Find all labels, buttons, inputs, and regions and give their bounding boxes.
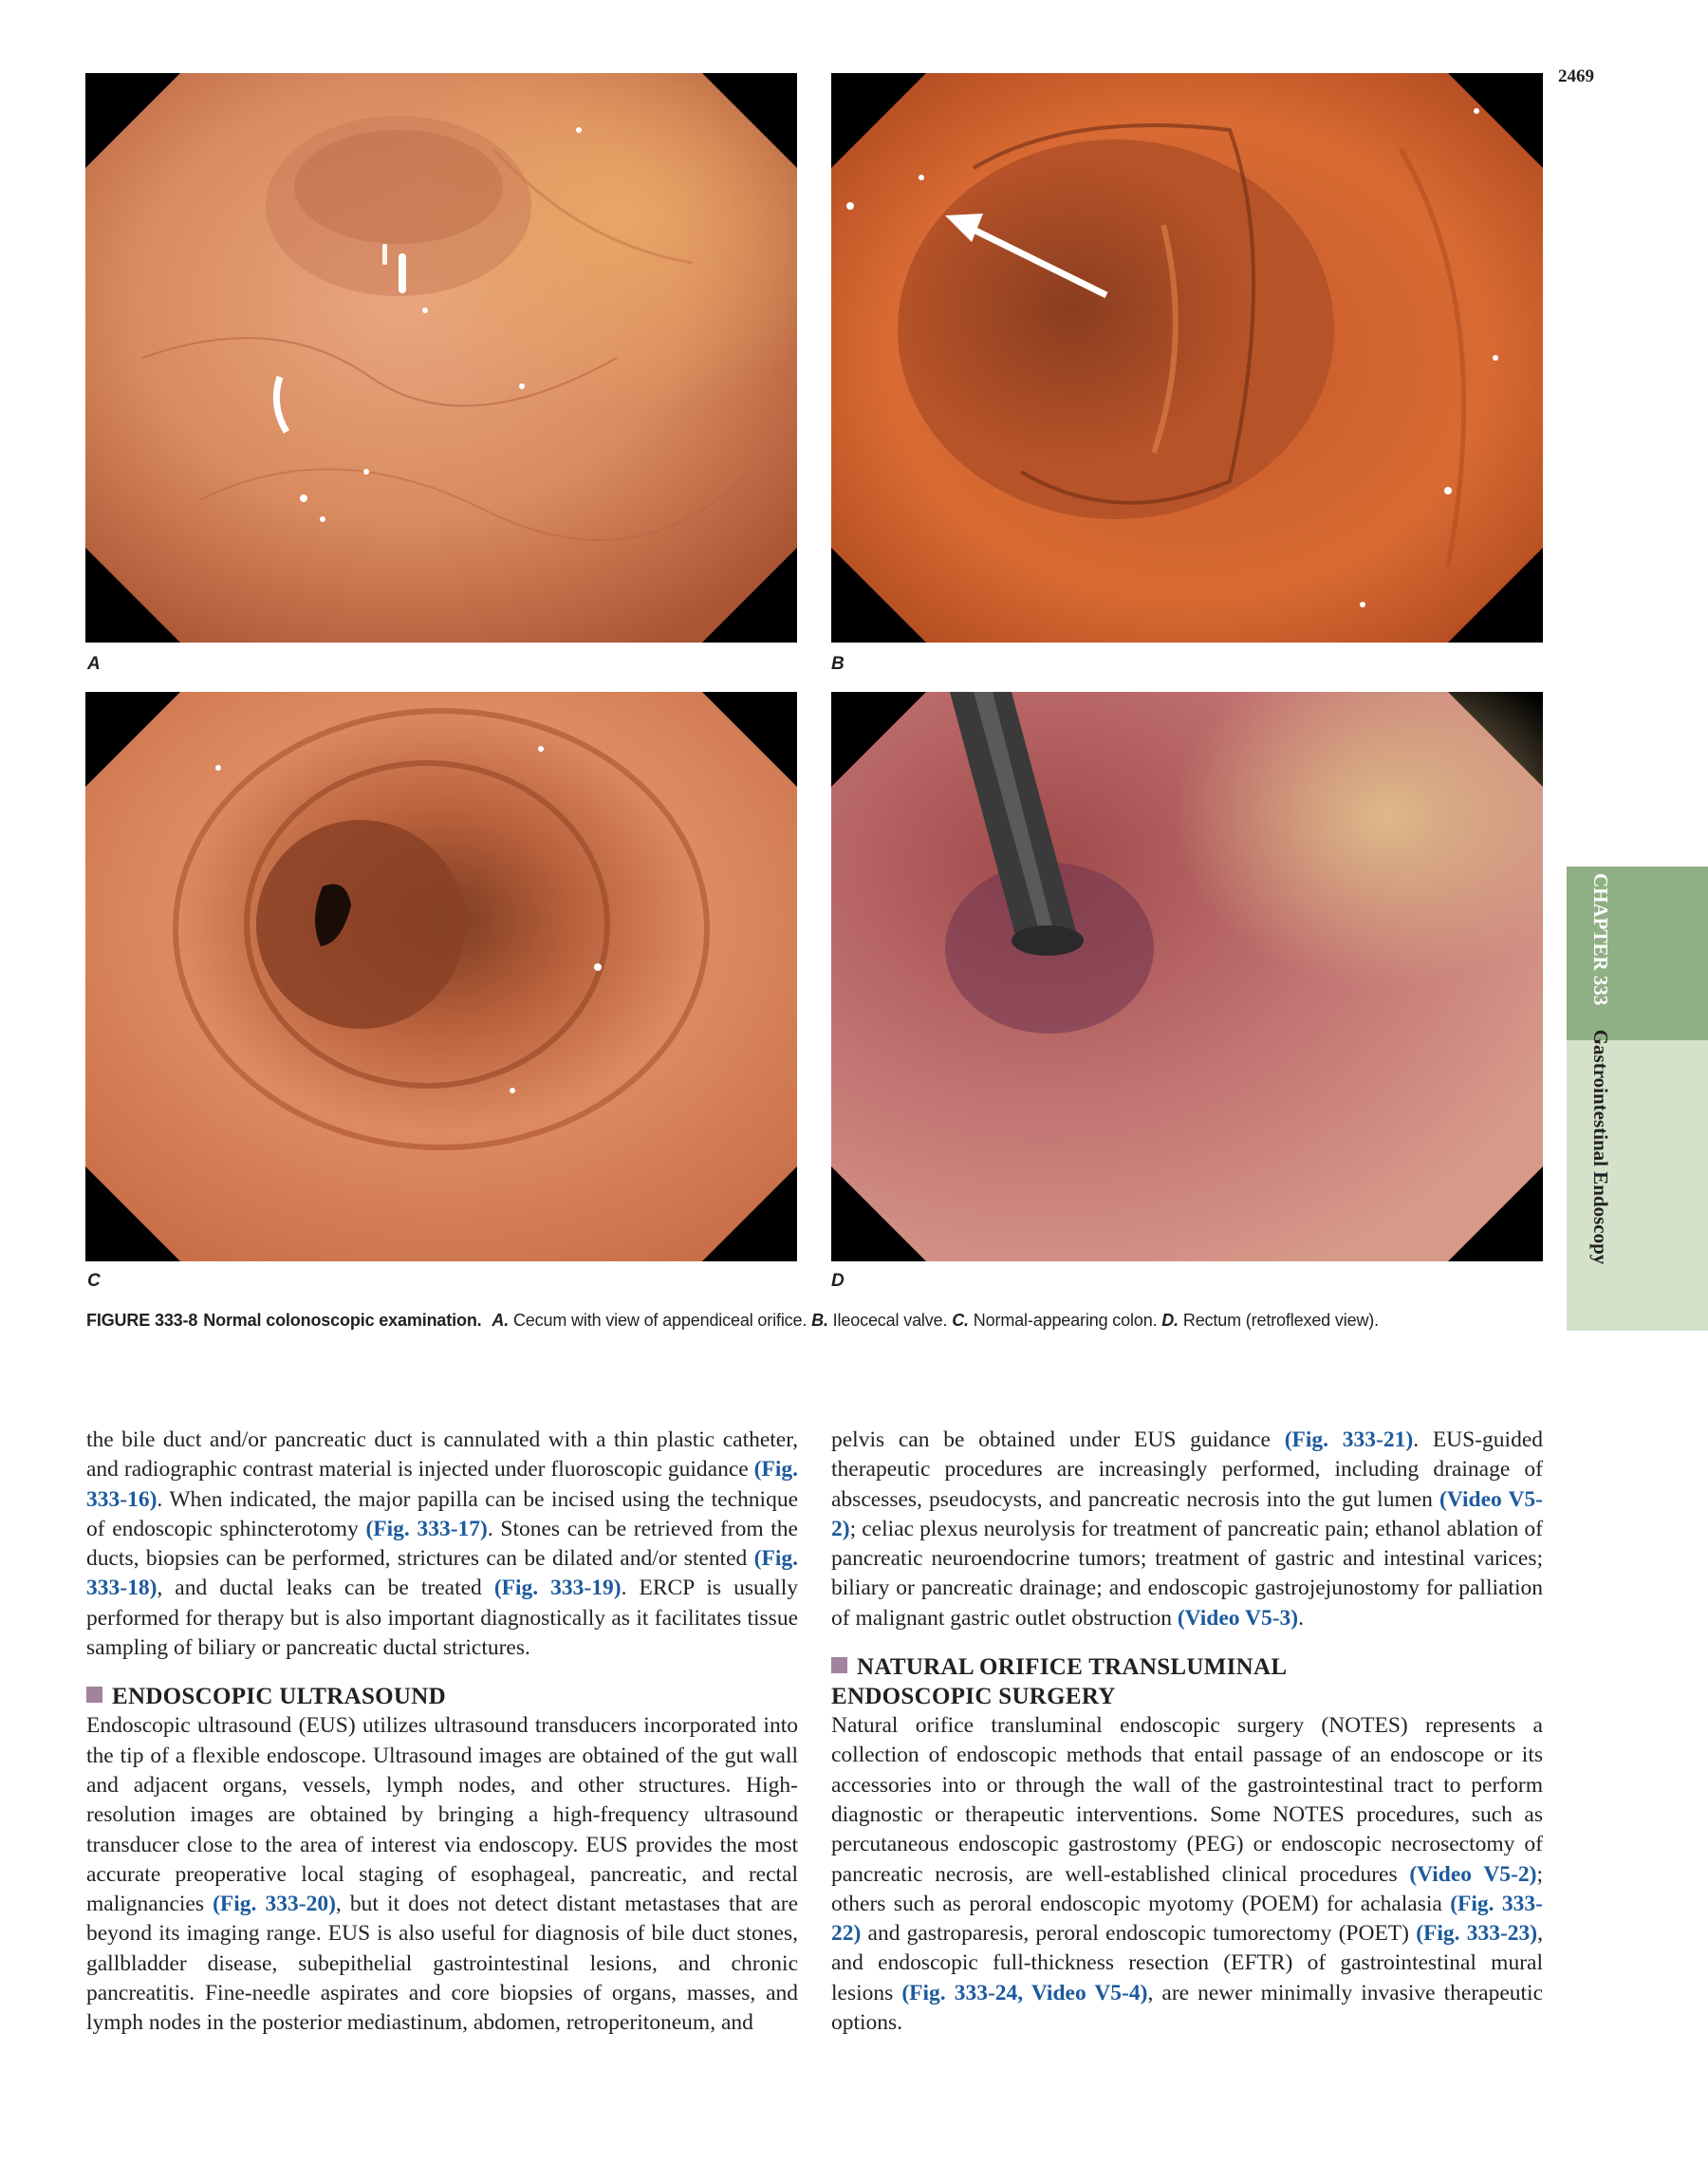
figure-link[interactable]: (Fig. 333-23) [1416,1921,1538,1947]
heading-square-icon [831,1657,847,1673]
caption-letter-d: D. [1161,1311,1179,1330]
text: . [1298,1605,1304,1631]
text: the bile duct and/or pancreatic duct is cannulated with a thin plastic catheter, and radiographic contrast material is injected under fluoroscopic guidance [86,1427,798,1483]
text: . ERCP is usually performed for therapy but is also important diagnostically as it facilitates tissue sampling of biliary or pancreatic ductal strictures. [86,1576,798,1661]
figure-link[interactable]: (Fig. 333-22) [831,1891,1543,1947]
video-link[interactable]: (Video V5-2) [1409,1861,1537,1887]
panel-label-c: C [87,1271,101,1291]
paragraph-notes [831,1711,1543,2038]
heading-text: NATURAL ORIFICE TRANSLUMINAL [857,1654,1288,1681]
panel-label-a: A [87,654,101,674]
figure-link[interactable]: (Fig. 333-18) [86,1546,798,1601]
text: and gastroparesis, peroral endoscopic tumorectomy (POET) [861,1921,1417,1947]
figure-link[interactable]: (Fig. 333-21) [1284,1427,1414,1452]
text: pelvis can be obtained under EUS guidance [831,1427,1285,1452]
caption-text-d: Rectum (retroflexed view). [1182,1311,1380,1330]
caption-text-b: Ileocecal valve. [832,1311,948,1330]
caption-text-a: Cecum with view of appendiceal orifice. [512,1311,808,1330]
figure-title: Normal colonoscopic examination. [203,1311,482,1330]
video-link[interactable]: (Video V5-3) [1177,1605,1299,1631]
caption-letter-b: B. [811,1311,828,1330]
text: , and endoscopic full-thickness resection (EFTR) of gastrointestinal mural lesions [831,1921,1543,2005]
text: , and ductal leaks can be treated [157,1576,494,1601]
caption-letter-c: C. [952,1311,969,1330]
text: ; others such as peroral endoscopic myotomy (POEM) for achalasia [831,1861,1543,1916]
text: . Stones can be retrieved from the ducts, biopsies can be performed, strictures can be dilated and/or stented [86,1516,798,1572]
figure-link[interactable]: (Fig. 333-19) [493,1576,622,1601]
video-link[interactable]: (Video V5-2) [831,1486,1544,1541]
figure-number: FIGURE 333-8 [86,1311,198,1330]
text: , are newer minimally invasive therapeutic options. [831,1980,1544,2036]
paragraph-eus [86,1711,798,2038]
heading-text: ENDOSCOPIC ULTRASOUND [112,1684,446,1710]
text: . When indicated, the major papilla can be incised using the technique of endoscopic sphincterotomy [86,1486,798,1541]
page-number: 2469 [1558,66,1594,86]
right-column [831,1426,1543,2038]
text: , but it does not detect distant metastases that are beyond its imaging range. EUS is also useful for diagnosis of bile duct stones, gallbladder disease, subepithelial gastrointestinal lesions, and chronic pancreatitis. Fine-needle aspirates and core biopsies of organs, masses, and lymph nodes in the posterior mediastinum, abdomen, retroperitoneum, and [86,1892,799,2036]
chapter-title: Gastrointestinal Endoscopy [1589,1029,1612,1265]
section-heading-notes [831,1652,1543,1711]
text: . EUS-guided therapeutic procedures are increasingly performed, including drainage of abscesses, pseudocysts, and pancreatic necrosis into the gut lumen [831,1427,1543,1512]
text: Endoscopic ultrasound (EUS) utilizes ultrasound transducers incorporated into the tip of a flexible endoscope. Ultrasound images are obtained of the gut wall and adjacent organs, vessels, lymph nodes, and other structures. High-resolution images are obtained by bringing a high-frequency ultrasound transducer close to the area of interest via endoscopy. EUS provides the most accurate preoperative local staging of esophageal, pancreatic, and rectal malignancies [86,1713,798,1917]
text: ; celiac plexus neurolysis for treatment of pancreatic pain; ethanol ablation of pancreatic neuroendocrine tumors; treatment of gastric and intestinal varices; biliary or pancreatic drainage; and endoscopic gastrojejunostomy for palliation of malignant gastric outlet obstruction [831,1516,1543,1631]
left-column [86,1426,798,2039]
figure-link[interactable]: (Fig. 333-16) [86,1457,798,1512]
figure-link[interactable]: (Fig. 333-20) [213,1892,336,1917]
running-head [1588,873,1612,1264]
endoscopic-image-rectum-retroflexed [831,692,1543,1261]
panel-label-b: B [831,654,845,674]
paragraph-eus-therapy [831,1426,1543,1633]
caption-text-c: Normal-appearing colon. [973,1311,1158,1330]
panel-label-d: D [831,1271,845,1291]
paragraph-ercp [86,1426,798,1663]
heading-square-icon [86,1687,102,1703]
caption-letter-a: A. [492,1311,510,1330]
figure-link[interactable]: (Fig. 333-24, Video V5-4) [901,1980,1148,2005]
endoscopic-image-cecum [85,73,797,643]
section-heading-eus [86,1682,798,1711]
text: Natural orifice transluminal endoscopic surgery (NOTES) represents a collection of endoscopic methods that entail passage of an endoscope or its accessories into or through the wall of the gastrointestinal tract to perform diagnostic or therapeutic interventions. Some NOTES procedures, such as percutaneous endoscopic gastrostomy (PEG) or endoscopic necrosectomy of pancreatic necrosis, are well-established clinical procedures [831,1713,1543,1887]
heading-text: ENDOSCOPIC SURGERY [831,1684,1116,1710]
figure-caption [86,1311,1567,1331]
endoscopic-image-ileocecal-valve [831,73,1543,643]
endoscopic-image-normal-colon [85,692,797,1261]
chapter-number: CHAPTER 333 [1589,873,1612,1006]
figure-link[interactable]: (Fig. 333-17) [365,1516,488,1541]
